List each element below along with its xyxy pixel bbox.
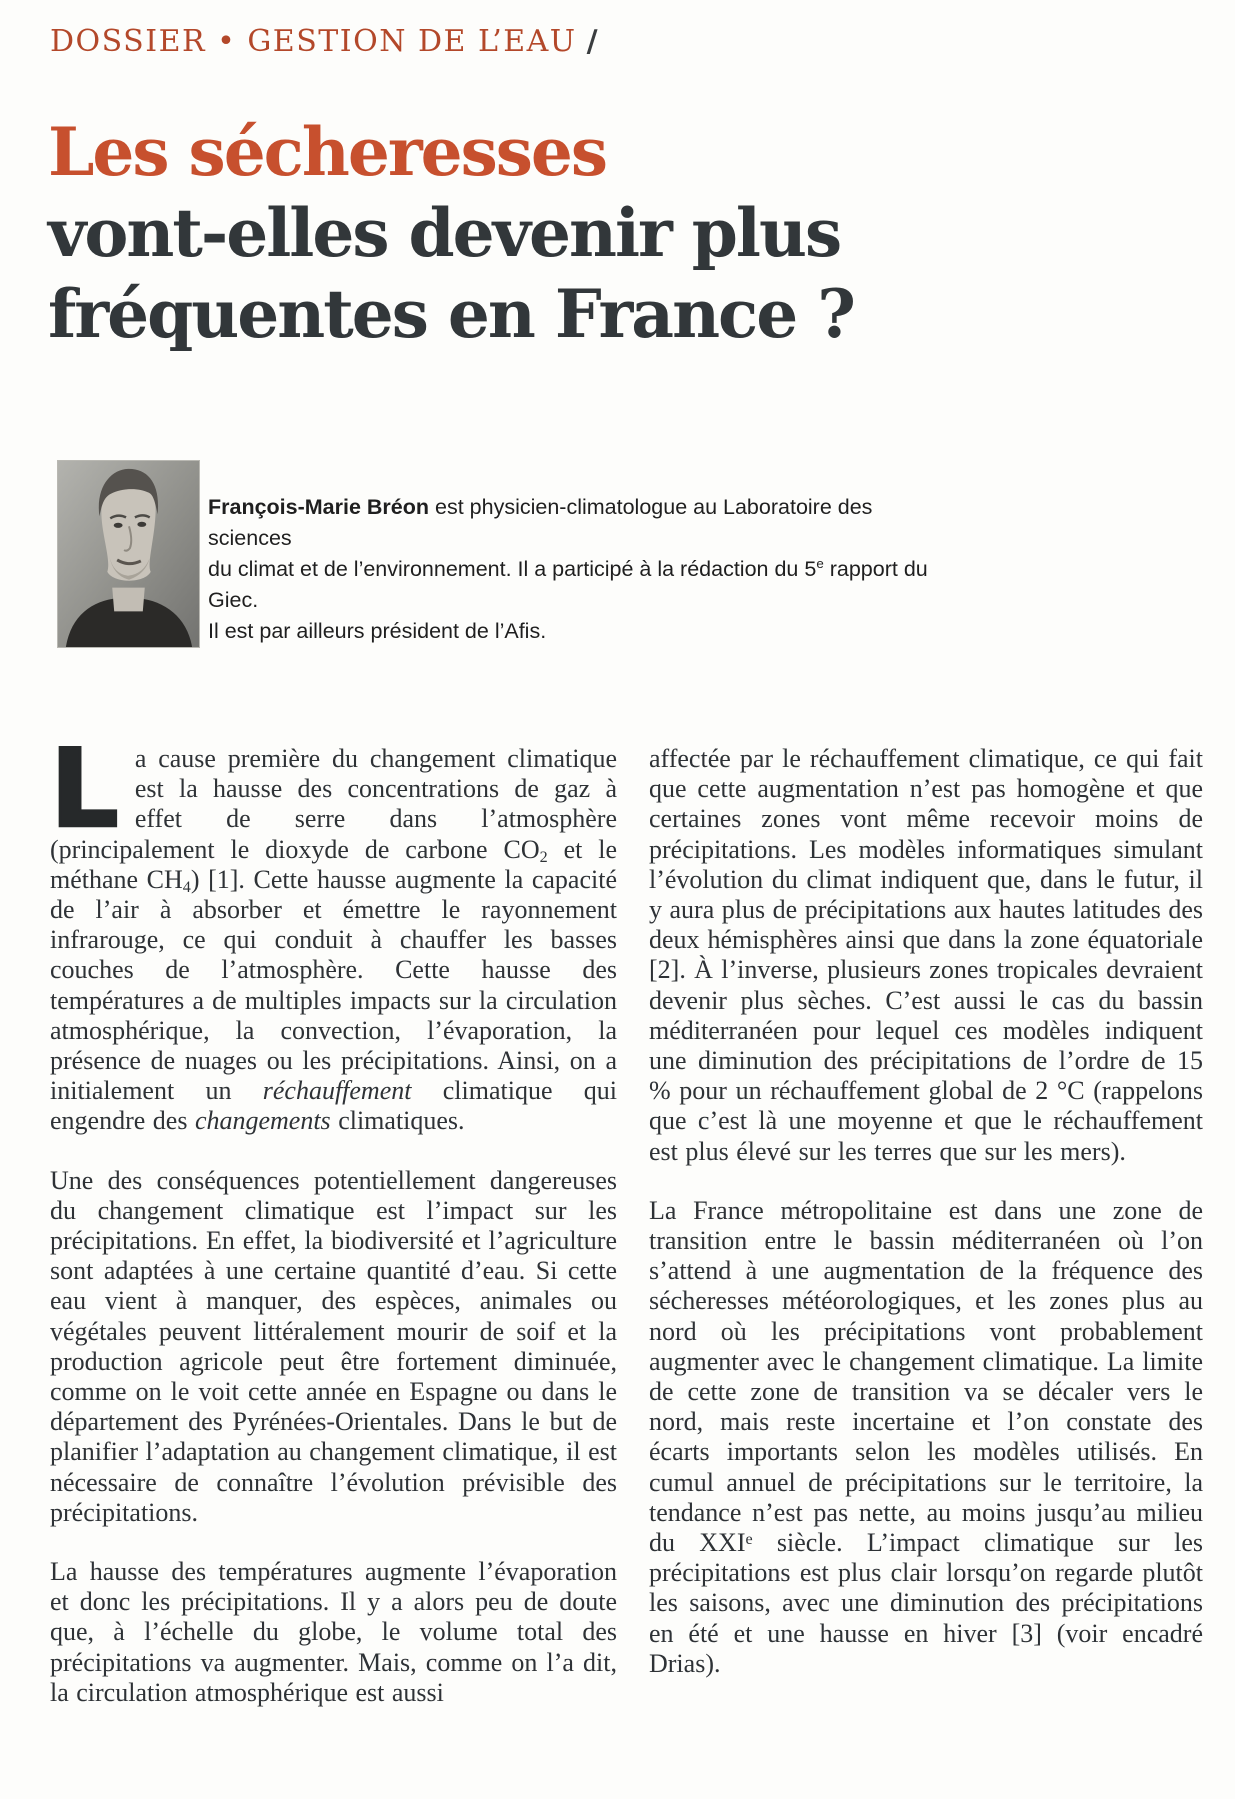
text-run: e xyxy=(816,555,824,571)
text-run: climatiques. xyxy=(330,1106,465,1136)
text-run: du climat et de l’environnement. Il a participé à la rédaction du 5 xyxy=(208,557,817,581)
text-run: e xyxy=(745,1530,753,1548)
text-run: ) [1]. Cette hausse augmente la capacité de l’air à absorber et émettre le rayonnement infrarouge, ce qui conduit à chauffer les basses couches de l’atmosphère. Cette hausse des températures a de multiples impacts sur la circulation atmosphérique, la convection, l’évaporation, la présence de nuages ou les précipitations. Ainsi, on a initialement un xyxy=(50,864,618,1106)
body-paragraph xyxy=(649,1196,1203,1679)
text-run: changements xyxy=(194,1106,331,1136)
body-paragraph xyxy=(50,1166,617,1528)
section-kicker xyxy=(50,24,599,59)
text-run: 4 xyxy=(182,878,191,896)
text-run: La hausse des températures augmente l’évaporation et donc les précipitations. Il y a alors peu de doute que, à l’échelle du globe, le volume total des précipitations va augmenter. Mais, comme on l’a dit, la circulation atmosphérique est aussi xyxy=(50,1557,617,1707)
text-run: Il est par ailleurs président de l’Afis. xyxy=(208,619,547,643)
text-run: siècle. L’impact climatique sur les précipitations est plus clair lorsqu’on regarde plutôt les saisons, avec une diminution des précipitations en été et une hausse en hiver [3] (voir encadré Drias). xyxy=(649,1528,1203,1678)
text-run: et le méthane CH xyxy=(50,834,617,894)
text-run: affectée par le réchauffement climatique, ce qui fait que cette augmentation n’est pas homogène et que certaines zones vont même recevoir moins de précipitations. Les modèles informatiques simulant l’évolution du climat indiquent que, dans le futur, il y aura plus de précipitations aux hautes latitudes des deux hémisphères ainsi que dans la zone équatoriale [2]. À l’inverse, plusieurs zones tropicales devraient devenir plus sèches. C’est aussi le cas du bassin méditerranéen pour lequel ces modèles indiquent une diminution des précipitations de l’ordre de 15 % pour un réchauffement global de 2 °C (rappelons que c’est là une moyenne et que le réchauffement est plus élevé sur les terres que sur les mers). xyxy=(649,744,1203,1166)
title-line-3: fréquentes en France ? xyxy=(48,275,854,353)
title-line-1: Les sécheresses xyxy=(48,113,607,191)
drop-cap-letter: L xyxy=(50,727,119,852)
kicker-slash: / xyxy=(586,24,600,59)
body-paragraph xyxy=(649,744,1203,1167)
author-photo xyxy=(57,460,200,648)
kicker-label: DOSSIER • GESTION DE L’EAU xyxy=(50,24,577,59)
text-run: 2 xyxy=(539,848,548,866)
column-1 xyxy=(50,727,618,1708)
text-run: rapport du Giec. xyxy=(208,557,928,612)
title-line-2: vont-elles devenir plus xyxy=(48,194,841,272)
article-title xyxy=(48,112,854,355)
text-run: climatique qui engendre des xyxy=(50,1076,618,1136)
text-run: La France métropolitaine est dans une zone de transition entre le bassin méditerranéen où l’on s’attend à une augmentation de la fréquence des sécheresses météorologiques, et les zones plus au nord où les précipitations vont probablement augmenter avec le changement climatique. La limite de cette zone de transition va se décaler vers le nord, mais reste incertaine et l’on constate des écarts importants selon les modèles utilisés. En cumul annuel de précipitations sur le territoire, la tendance n’est pas nette, au moins jusqu’au milieu du XXI xyxy=(649,1195,1203,1558)
author-bio xyxy=(208,492,928,647)
portrait-photo-placeholder xyxy=(58,461,199,647)
body-paragraph xyxy=(50,727,618,1137)
text-run: François-Marie Bréon xyxy=(208,495,430,519)
text-run: Une des conséquences potentiellement dangereuses du changement climatique est l’impact sur les précipitations. En effet, la biodiversité et l’agriculture sont adaptées à une certaine quantité d’eau. Si cette eau vient à manquer, des espèces, animales ou végétales peuvent littéralement mourir de soif et la production agricole peut être fortement diminuée, comme on le voit cette année en Espagne ou dans le département des Pyrénées-Orientales. Dans le but de planifier l’adaptation au changement climatique, il est nécessaire de connaître l’évolution prévisible des précipitations. xyxy=(50,1165,617,1527)
text-run: réchauffement xyxy=(262,1076,412,1106)
text-run: a cause première du changement climatique est la hausse des concentrations de gaz à effet de serre dans l’atmosphère (principalement le dioxyde de carbone CO xyxy=(50,744,617,864)
text-run: est physicien-climatologue au Laboratoire des sciences xyxy=(208,495,873,550)
body-paragraph xyxy=(50,1557,617,1708)
column-2 xyxy=(649,744,1203,1679)
